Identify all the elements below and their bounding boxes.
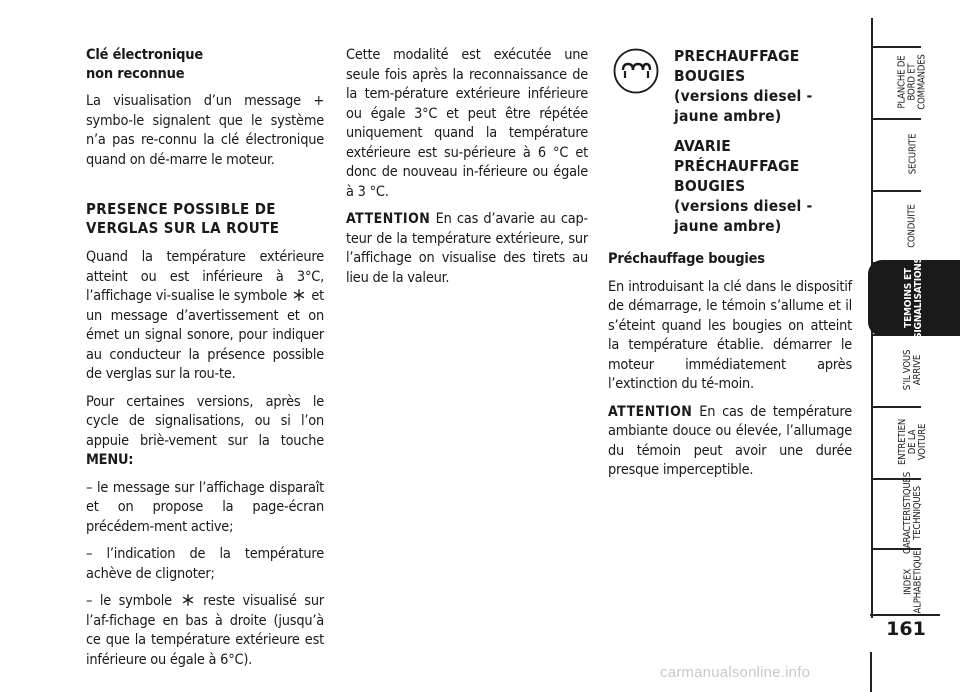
heading-cle-electronique: Clé électronique non reconnue bbox=[86, 47, 203, 82]
paragraph: – le symbole reste visualisé sur l’af-fichage en bas à droite (jusqu’à ce que la température extérieure est inférieure ou égale à 6°C). bbox=[86, 593, 324, 668]
glow-plug-icon bbox=[612, 47, 660, 95]
glow-plug-title: PRECHAUFFAGE BOUGIES (versions diesel - jaune ambre) bbox=[674, 47, 813, 125]
paragraph: La visualisation d’un message + symbo-le signalent que le système n’a pas re-connu la clé électronique quand on dé-marre le moteur. bbox=[86, 93, 324, 168]
tab-sil-vous-arrive[interactable]: S’IL VOUS ARRIVE bbox=[901, 349, 923, 391]
tab-index[interactable]: INDEX ALPHABETIQUE bbox=[902, 550, 924, 614]
paragraph: Pour certaines versions, après le cycle de signalisations, ou si l’on appuie briè-vement sur la touche MENU: bbox=[86, 393, 324, 468]
paragraph: Cette modalité est exécutée une seule fois après la reconnaissance de la tem-pérature extérieure inférieure ou égale 3°C et peut être répétée uniquement quand la température extérieure est su-périeure à 6 °C et donc de nouveau in-férieure ou égale à 3 °C. bbox=[346, 47, 588, 200]
tab-planche-de-bord[interactable]: PLANCHE DE BORD ET COMMANDES bbox=[896, 54, 928, 110]
watermark: carmanualsonline.info bbox=[660, 664, 811, 681]
paragraph: En introduisant la clé dans le dispositif de démarrage, le témoin s’allume et il s’éteint quand les bougies on atteint la température établie. démarrer le moteur immédiatement après l’extinction du té-moin. bbox=[608, 278, 852, 392]
tab-temoins-et-signalisations[interactable]: TEMOINS ET SIGNALISATIONS bbox=[868, 260, 960, 336]
paragraph: – l’indication de la température achève de clignoter; bbox=[86, 546, 324, 582]
tab-securite[interactable]: SECURITE bbox=[907, 133, 918, 175]
column-1 bbox=[86, 46, 324, 678]
page-number: 161 bbox=[886, 618, 926, 640]
section-tabs bbox=[868, 0, 960, 692]
glow-plug-heading bbox=[608, 46, 852, 236]
attention-label: ATTENTION bbox=[608, 403, 693, 420]
paragraph: – le message sur l’affichage disparaît et on propose la page-écran précédem-ment active; bbox=[86, 479, 324, 535]
snowflake-icon bbox=[182, 594, 194, 606]
column-2 bbox=[346, 46, 588, 296]
paragraph: ATTENTION En cas de température ambiante douce ou élevée, l’allumage du témoin peut avoir une durée presque imperceptible. bbox=[608, 403, 852, 478]
paragraph: ATTENTION En cas d’avarie au cap-teur de la température extérieure, sur l’affichage on visualise des tirets au lieu de la valeur. bbox=[346, 211, 588, 286]
tab-entretien[interactable]: ENTRETIEN DE LA VOITURE bbox=[897, 418, 928, 466]
tab-conduite[interactable]: CONDUITE bbox=[907, 204, 918, 248]
snowflake-icon bbox=[293, 289, 305, 301]
column-3 bbox=[608, 46, 852, 489]
paragraph: Quand la température extérieure atteint ou est inférieure à 3°C, l’affichage vi-sualise le symbole et un message d’avertissement et on émet un signal sonore, pour indiquer au conducteur la présence possible de verglas sur la rou-te. bbox=[86, 249, 324, 382]
glow-plug-failure-title: AVARIE PRÉCHAUFFAGE BOUGIES (versions diesel - jaune ambre) bbox=[674, 137, 813, 235]
subheading: Préchauffage bougies bbox=[608, 251, 765, 267]
menu-key-label: MENU: bbox=[86, 452, 134, 468]
tab-caracteristiques[interactable]: CARACTERISTIQUES TECHNIQUES bbox=[902, 472, 923, 554]
attention-label: ATTENTION bbox=[346, 211, 431, 227]
heading-verglas: PRESENCE POSSIBLE DE VERGLAS SUR LA ROUTE bbox=[86, 200, 280, 237]
